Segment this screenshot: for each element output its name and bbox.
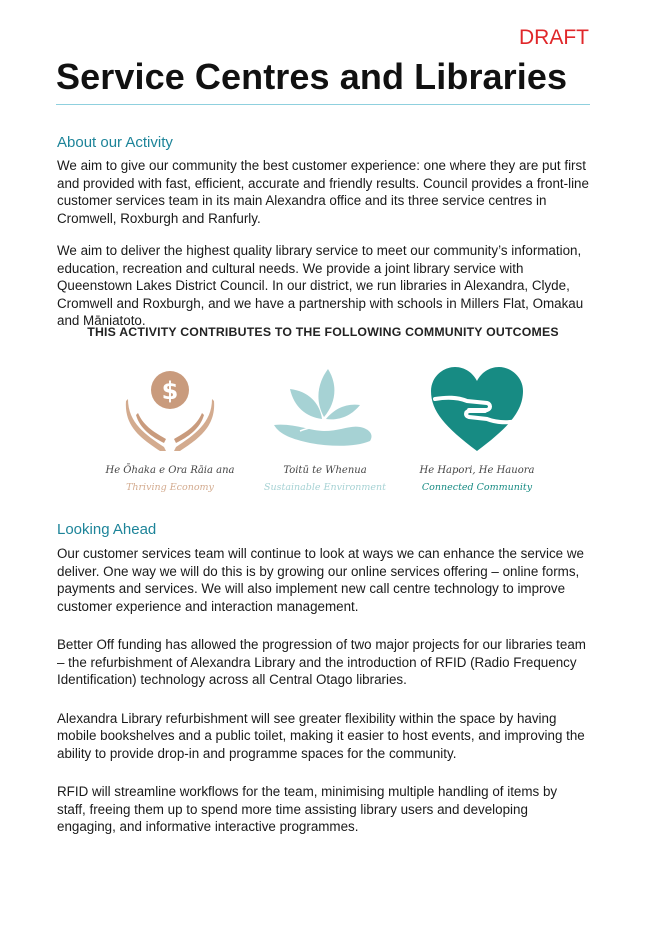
outcome-english-label: Connected Community	[421, 482, 533, 493]
outcome-english-label: Sustainable Environment	[264, 482, 386, 493]
outcome-maori-label: He Ōhaka e Ora Rāia ana	[105, 465, 235, 476]
hands-with-dollar-icon	[120, 365, 220, 455]
outcome-connected-community	[407, 365, 547, 493]
draft-label: DRAFT	[519, 26, 589, 49]
outcome-english-label: Thriving Economy	[126, 482, 214, 493]
outcome-maori-label: He Hapori, He Hauora	[419, 465, 535, 476]
looking-ahead-section	[57, 521, 589, 836]
outcome-sustainable-environment	[255, 365, 395, 493]
looking-ahead-paragraph-2: Better Off funding has allowed the progression of two major projects for our libraries team – the refurbishment of Alexandra Library and the introduction of RFID (Radio Frequency Identification) technology across all Central Otago libraries.	[57, 637, 586, 687]
outcomes-heading: THIS ACTIVITY CONTRIBUTES TO THE FOLLOWING COMMUNITY OUTCOMES	[87, 325, 559, 339]
about-section	[57, 134, 589, 330]
about-heading: About our Activity	[57, 134, 173, 151]
outcome-thriving-economy	[100, 365, 240, 493]
about-paragraph-1: We aim to give our community the best customer experience: one where they are put first and provided with fast, efficient, accurate and friendly results. Council provides a front-line customer services team in its main Alexandra office and its three service centres in Cromwell, Roxburgh and Ranfurly.	[57, 158, 589, 226]
hand-with-leaves-icon	[270, 365, 380, 455]
looking-ahead-heading: Looking Ahead	[57, 521, 157, 538]
outcome-maori-label: Toitū te Whenua	[283, 465, 367, 476]
about-paragraph-2: We aim to deliver the highest quality library service to meet our community’s information, education, recreation and cultural needs. We provide a joint library service with Queenstown Lakes District Council. In our district, we run libraries in Alexandra, Clyde, Cromwell and Roxburgh, and we have a partnership with schools in Millers Flat, Omakau and Māniatoto.	[57, 243, 584, 328]
svg-text:$: $	[161, 377, 179, 405]
page-title: Service Centres and Libraries	[56, 56, 568, 97]
looking-ahead-paragraph-3: Alexandra Library refurbishment will see greater flexibility within the space by having mobile bookshelves and a public toilet, making it easier to host events, and improving the ability to provide drop-in and programme spaces for the community.	[57, 710, 585, 761]
heart-with-hands-icon	[427, 365, 527, 455]
looking-ahead-paragraph-1: Our customer services team will continue to look at ways we can enhance the service we deliver. One way we will do this is by growing our online services offering – online forms, payments and services. We will also implement new call centre technology to improve customer experience and interaction management.	[57, 546, 584, 614]
title-divider	[56, 104, 590, 105]
looking-ahead-paragraph-4: RFID will streamline workflows for the team, minimising multiple handling of items by staff, freeing them up to spend more time assisting library users and developing engaging, and informative interactive programmes.	[57, 784, 558, 834]
